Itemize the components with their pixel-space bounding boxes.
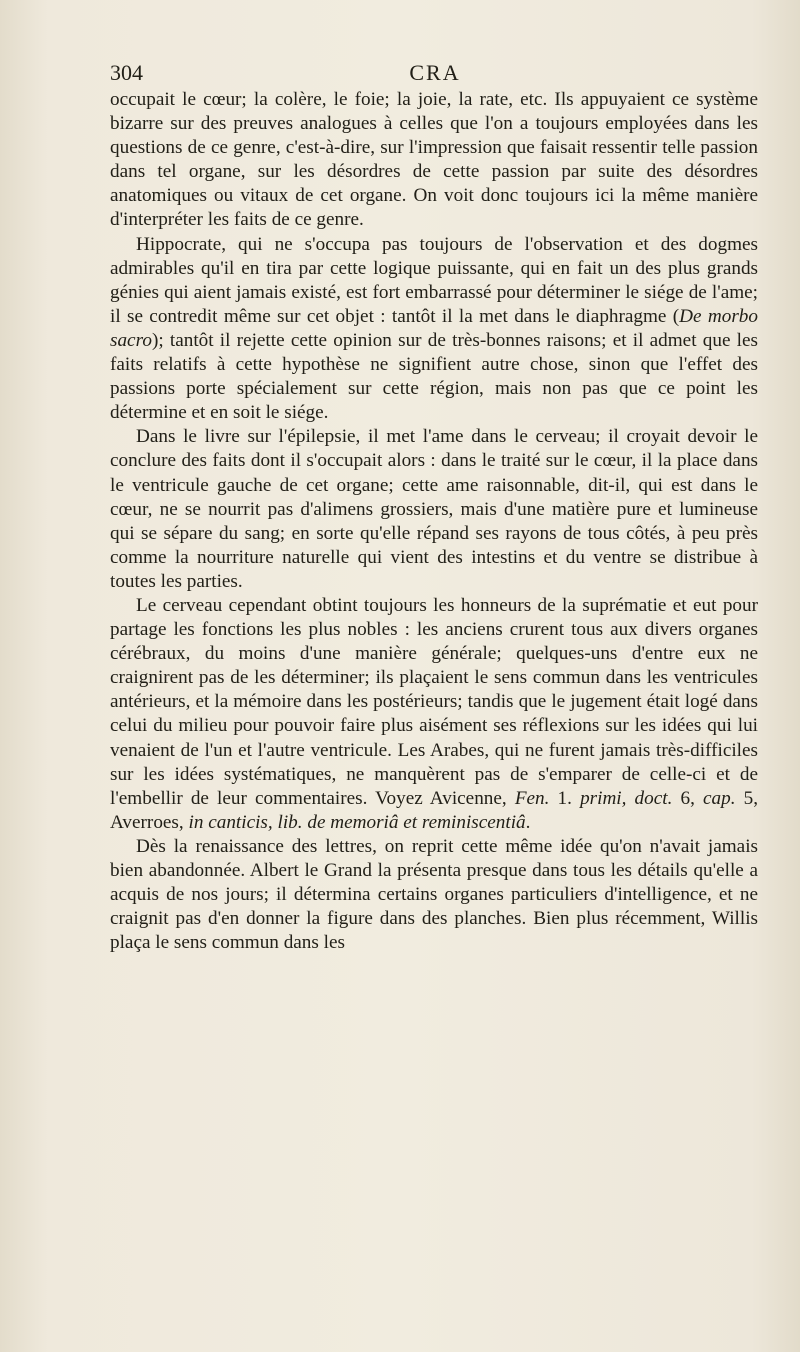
paragraph-4-italic-2: primi, doct.: [580, 787, 673, 809]
paragraph-5: Dès la renaissance des lettres, on reprit cette même idée qu'on n'avait jamais bien abandonnée. Albert le Grand la présenta presque dans tous les détails qu'elle a acquis de nos jours; il détermina certains organes particuliers d'intelligence, et ne craignit pas d'en donner la figure dans des planches. Bien plus récemment, Willis plaça le sens commun dans les: [110, 835, 758, 954]
paragraph-2-part-1: Hippocrate, qui ne s'occupa pas toujours de l'observation et des dogmes admirables qu'il en tira par cette logique puissante, qui en fait un des plus grands génies qui aient jamais existé, est fort embarrassé pour déterminer le siége de l'ame; il se contredit même sur cet objet : tantôt il la met dans le diaphragme (: [110, 233, 758, 327]
paragraph-2-italic-title: De morbo sacro: [110, 305, 758, 351]
paragraph-4-part-5: .: [525, 811, 531, 833]
paragraph-4-italic-4: in canticis, lib. de memoriâ et reminiscentiâ: [188, 811, 526, 833]
paragraph-2: [110, 233, 758, 426]
body-text: [110, 88, 758, 955]
paragraph-4-part-2: 1.: [549, 787, 581, 809]
page-header: [110, 60, 760, 90]
paragraph-2-part-2: ); tantôt il rejette cette opinion sur de très-bonnes raisons; et il admet que les faits relatifs à cette hypothèse ne signifient autre chose, sinon que l'effet des passions porte spécialement sur cette région, mais non pas que ce point les détermine et en soit le siége.: [110, 329, 758, 424]
page-number: 304: [110, 60, 143, 85]
paragraph-4: [110, 594, 758, 835]
paragraph-4-italic-3: cap.: [703, 787, 736, 809]
paragraph-4-part-4: 5, Averroes,: [110, 787, 759, 833]
paragraph-3: Dans le livre sur l'épilepsie, il met l'ame dans le cerveau; il croyait devoir le conclure des faits dont il s'occupait alors : dans le traité sur le cœur, il la place dans le ventricule gauche de cet organe; cette ame raisonnable, dit-il, qui est dans le cœur, ne se nourrit pas d'alimens grossiers, mais d'une matière pure et lumineuse qui se sépare du sang; en sorte qu'elle répand ses rayons de tous côtés, à peu près comme la nourriture naturelle qui vient des intestins et du ventre se distribue à toutes les parties.: [110, 426, 758, 592]
paragraph-4-part-1: Le cerveau cependant obtint toujours les honneurs de la suprématie et eut pour partage les fonctions les plus nobles : les anciens crurent tous aux divers organes cérébraux, du moins d'une manière générale; quelques-uns d'entre eux ne craignirent pas de les déterminer; ils plaçaient le sens commun dans les ventricules antérieurs, et la mémoire dans les postérieurs; tandis que le jugement était logé dans celui du milieu pour pouvoir faire plus aisément ses réflexions sur les idées qui lui venaient de l'un et l'autre ventricule. Les Arabes, qui ne furent jamais très-difficiles sur les idées systématiques, ne manquèrent pas de s'emparer de celle-ci et de l'embellir de leur commentaires. Voyez Avicenne,: [110, 594, 758, 809]
paragraph-1: occupait le cœur; la colère, le foie; la joie, la rate, etc. Ils appuyaient ce système bizarre sur des preuves analogues à celles que l'on a toujours employées dans les questions de ce genre, c'est-à-dire, sur l'impression que faisait ressentir telle passion dans tel organe, sur les désordres de cette passion par suite des désordres anatomiques ou vitaux de cet organe. On voit donc toujours ici la même manière d'interpréter les faits de ce genre.: [110, 89, 758, 231]
paragraph-4-part-3: 6,: [672, 787, 703, 809]
paragraph-4-italic-1: Fen.: [514, 787, 550, 809]
running-head: CRA: [409, 60, 461, 85]
